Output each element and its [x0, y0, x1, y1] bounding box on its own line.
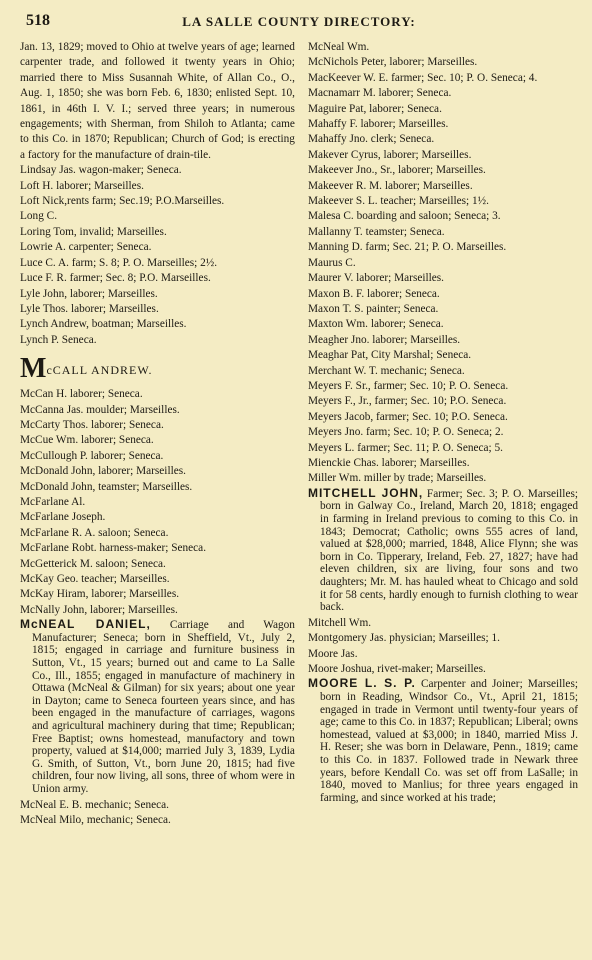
directory-entry: Meyers F., Jr., farmer; Sec. 10; P.O. Seneca. [307, 395, 507, 408]
directory-entry: McFarlane Robt. harness-maker; Seneca. [20, 542, 207, 555]
columns [20, 40, 578, 960]
directory-entry: Lynch P. Seneca. [20, 333, 97, 346]
entry-list [308, 40, 578, 487]
section-heading [20, 353, 295, 385]
directory-entry: Meyers L. farmer; Sec. 11; P. O. Seneca; 5. [307, 441, 503, 454]
directory-entry: Lyle John, laborer; Marseilles. [20, 287, 158, 300]
right-column [304, 40, 578, 960]
directory-entry: Montgomery Jas. physician; Marseilles; 1. [307, 632, 500, 645]
directory-entry: MacKeever W. E. farmer; Sec. 10; P. O. Seneca; 4. [307, 71, 538, 84]
drop-cap: M [20, 353, 47, 385]
directory-entry: Moore Jas. [307, 647, 358, 660]
directory-entry: Maguire Pat, laborer; Seneca. [307, 102, 442, 115]
directory-entry: Makeever R. M. laborer; Marseilles. [307, 179, 473, 192]
directory-entry: Lynch Andrew, boatman; Marseilles. [20, 318, 187, 331]
directory-entry: Loft Nick,rents farm; Sec.19; P.O.Marseilles. [20, 195, 225, 208]
directory-entry: Moore Joshua, rivet-maker; Marseilles. [307, 662, 486, 675]
entry-list [20, 387, 295, 618]
directory-entry: Long C. [20, 210, 58, 223]
directory-entry: Mahaffy Jno. clerk; Seneca. [307, 133, 435, 146]
directory-entry: Merchant W. T. mechanic; Seneca. [307, 364, 465, 377]
directory-entry: McNeal Milo, mechanic; Seneca. [20, 813, 171, 826]
directory-entry: McCanna Jas. moulder; Marseilles. [20, 403, 180, 416]
directory-entry: McFarlane Joseph. [20, 511, 106, 524]
biography-name: MITCHELL JOHN, [307, 485, 424, 500]
directory-entry: McCullough P. laborer; Seneca. [20, 449, 164, 462]
directory-entry: Makeever Jno., Sr., laborer; Marseilles. [307, 164, 486, 177]
page-number: 518 [26, 12, 50, 29]
directory-entry: Mahaffy F. laborer; Marseilles. [307, 118, 449, 131]
directory-entry: Malesa C. boarding and saloon; Seneca; 3. [307, 210, 501, 223]
directory-entry: Macnamarr M. laborer; Seneca. [307, 87, 452, 100]
entry-list [308, 616, 578, 678]
biography-name: MOORE L. S. P. [307, 676, 416, 691]
left-column [20, 40, 304, 960]
biography-entry [308, 677, 578, 804]
directory-entry: McCarty Thos. laborer; Seneca. [20, 418, 164, 431]
directory-entry: Mitchell Wm. [307, 616, 372, 629]
directory-entry: McKay Geo. teacher; Marseilles. [20, 573, 170, 585]
biography-text: Farmer; Sec. 3; P. O. Marseilles; born in Galway Co., Ireland, March 20, 1818; engaged in farming in Ireland previous to coming to this Co. in 1843; Democrat; Catholic; owns 555 acres of land, valued at $28,000; married, 1848, Alice Flynn; she was born in Co. Tipperary, Ireland, Feb. 27, 1827; have had eleven children, six are living, four sons and two daughters; Mr. M. has hauled wheat to Chicago and sold it for 58 cents, hardly enough to furnish clothing to wear back. [319, 487, 578, 614]
entry-list [20, 163, 295, 348]
directory-entry: Loft H. laborer; Marseilles. [20, 179, 144, 192]
directory-entry: Meagher Jno. laborer; Marseilles. [307, 333, 461, 346]
directory-entry: Meyers Jacob, farmer; Sec. 10; P.O. Seneca. [307, 410, 508, 423]
directory-entry: Lindsay Jas. wagon-maker; Seneca. [20, 164, 182, 177]
directory-entry: McNeal Wm. [307, 41, 370, 53]
directory-entry: Makeever S. L. teacher; Marseilles; 1½. [307, 195, 489, 208]
directory-entry: Maxon T. S. painter; Seneca. [307, 302, 439, 315]
biography-entry [20, 618, 295, 795]
directory-entry: McNally John, laborer; Marseilles. [20, 603, 178, 616]
directory-entry: Luce F. R. farmer; Sec. 8; P.O. Marseilles. [20, 272, 211, 285]
biography-entry [308, 487, 578, 614]
directory-entry: McCan H. laborer; Seneca. [20, 388, 143, 401]
directory-entry: Meyers Jno. farm; Sec. 10; P. O. Seneca; 2. [307, 426, 504, 439]
directory-entry: McDonald John, laborer; Marseilles. [20, 465, 186, 478]
directory-entry: McKay Hiram, laborer; Marseilles. [20, 588, 180, 601]
directory-entry: McNeal E. B. mechanic; Seneca. [20, 798, 169, 811]
directory-entry: Manning D. farm; Sec. 21; P. O. Marseilles. [307, 241, 507, 254]
directory-entry: Maxton Wm. laborer; Seneca. [307, 318, 444, 331]
directory-entry: McDonald John, teamster; Marseilles. [20, 480, 193, 493]
biography-name: McNEAL DANIEL, [20, 617, 151, 632]
directory-entry: Miller Wm. miller by trade; Marseilles. [307, 472, 487, 485]
running-title: LA SALLE COUNTY DIRECTORY: [182, 14, 416, 29]
directory-entry: McNichols Peter, laborer; Marseilles. [307, 56, 478, 69]
directory-entry: McGetterick M. saloon; Seneca. [20, 557, 166, 570]
directory-entry: McCue Wm. laborer; Seneca. [20, 434, 154, 447]
directory-entry: Luce C. A. farm; S. 8; P. O. Marseilles; 2½. [20, 256, 218, 269]
biography-text: Carriage and Wagon Manufacturer; Seneca; born in Sheffield, Vt., July 2, 1815; engaged in carriage and furniture business in Sutton, Vt., 15 years; burned out and came to La Salle Co., Ill., 1855; engaged in manufacture of machinery in Ottawa (McNeal & Gilman) for six years; about one year in Dayton; came to Seneca fourteen years since, and has been engaged in the manufacture of carriages, wagons and agricultural machinery during that time; Republican; Free Baptist; owns homestead, manufactory and town property, valued at $14,000; married July 3, 1839, Lydia G. Smith, of Sutton, Vt., born June 20, 1815; had five children, four now living, all sons, three of whom were in Union army. [32, 619, 295, 795]
directory-entry: Meyers F. Sr., farmer; Sec. 10; P. O. Seneca. [307, 379, 509, 392]
directory-entry: Loring Tom, invalid; Marseilles. [20, 225, 167, 238]
directory-entry: Makever Cyrus, laborer; Marseilles. [307, 148, 472, 161]
biography-text: Carpenter and Joiner; Marseilles; born in Reading, Windsor Co., Vt., April 21, 1815; engaged in trade in Vermont until twenty-four years of age; came to this Co. in 1837; Republican; Liberal; owns homestead, valued at $3,000; in 1840, married Miss J. H. Reser; she was born in Delaware, Penn., 1819; came to this Co. in 1837. Followed trade in Newark three years, before Kendall Co. was set off from LaSalle; in 1840, moved to Manlius; for three years engaged in farming, and since worked at his trade; [319, 678, 578, 804]
continued-biography: Jan. 13, 1829; moved to Ohio at twelve years of age; learned carpenter trade, and followed it twenty years in Ohio; married there to Miss Susannah White, of Allan Co., O., Aug. 1, 1850; she was born Feb. 6, 1830; enlisted Sept. 10, 1861, in 46th I. V. I.; served three years; in numerous engagements; with Sherman, from Shiloh to Atlanta; came to this Co. in 1870; Republican; Church of God; is erecting a factory for the manufacture of drain-tile. [20, 41, 295, 161]
directory-entry: Maxon B. F. laborer; Seneca. [307, 287, 440, 300]
directory-entry: Mallanny T. teamster; Seneca. [307, 225, 445, 238]
section-heading-text: cCALL ANDREW. [46, 363, 153, 378]
directory-entry: McFarlane Al. [20, 495, 86, 508]
entry-list [20, 798, 295, 829]
directory-entry: Maurer V. laborer; Marseilles. [307, 272, 445, 285]
directory-entry: Lowrie A. carpenter; Seneca. [20, 241, 152, 254]
directory-entry: McFarlane R. A. saloon; Seneca. [20, 526, 169, 539]
directory-entry: Meaghar Pat, City Marshal; Seneca. [307, 349, 472, 362]
directory-entry: Maurus C. [307, 256, 356, 269]
directory-entry: Mienckie Chas. laborer; Marseilles. [307, 456, 470, 469]
page-header [20, 10, 578, 32]
directory-entry: Lyle Thos. laborer; Marseilles. [20, 302, 159, 315]
